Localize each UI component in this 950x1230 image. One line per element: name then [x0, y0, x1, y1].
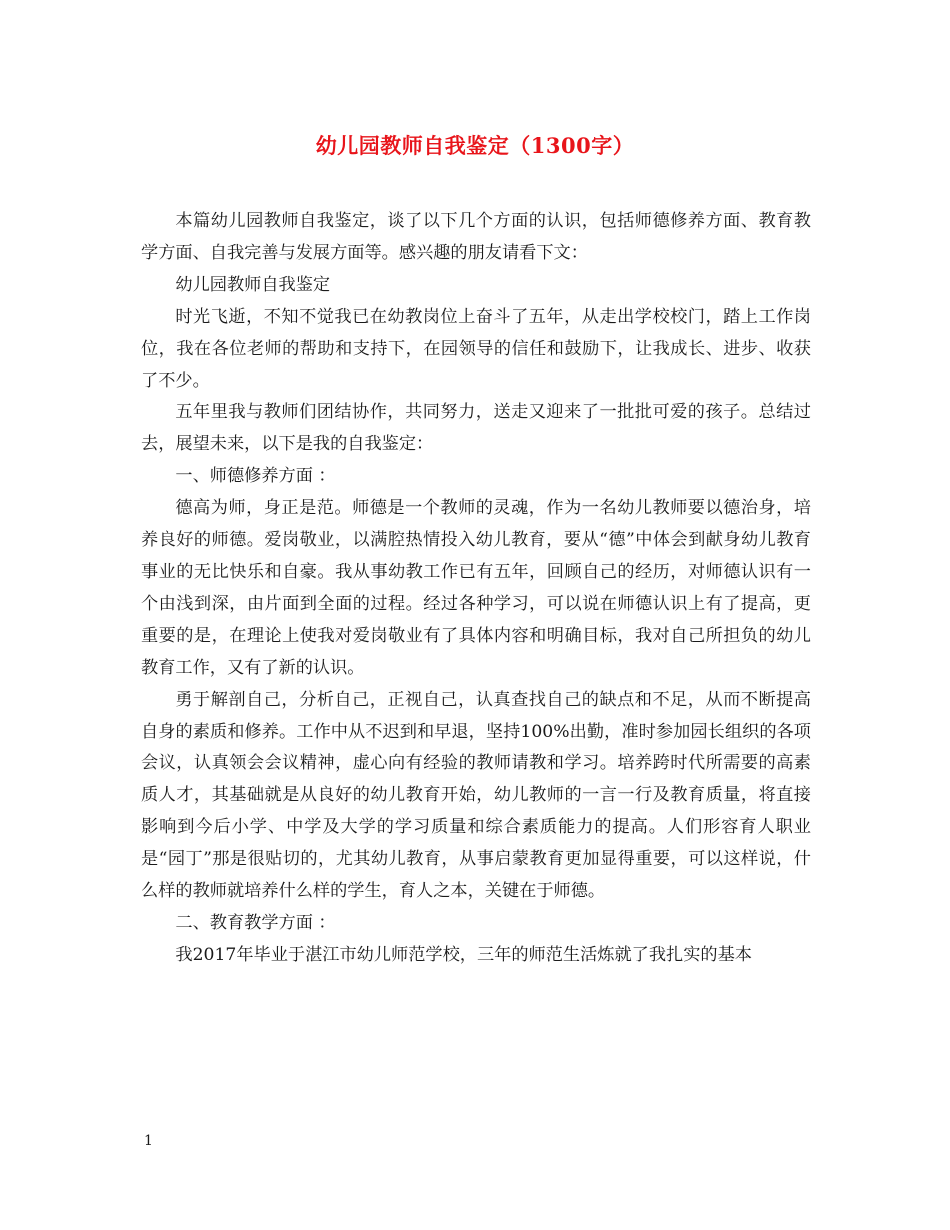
paragraph-self-analysis: 勇于解剖自己，分析自己，正视自己，认真查找自己的缺点和不足，从而不断提高自身的素质和修养。工作中从不迟到和早退，坚持100%出勤，准时参加园长组织的各项会议，认真领会会议精神，虚心向有经验的教师请教和学习。培养跨时代所需要的高素质人才，其基础就是从良好的幼儿教育开始，幼儿教师的一言一行及教育质量，将直接影响到今后小学、中学及大学的学习质量和综合素质能力的提高。人们形容育人职业是“园丁”那是很贴切的，尤其幼儿教育，从事启蒙教育更加显得重要，可以这样说，什么样的教师就培养什么样的学生，育人之本，关键在于师德。	[141, 689, 811, 902]
page-number: 1	[144, 1133, 153, 1149]
paragraph-teaching: 我2017年毕业于湛江市幼儿师范学校，三年的师范生活炼就了我扎实的基本	[175, 944, 752, 965]
document-body	[141, 206, 811, 972]
paragraph-intro: 本篇幼儿园教师自我鉴定，谈了以下几个方面的认识，包括师德修养方面、教育教学方面、自我完善与发展方面等。感兴趣的朋友请看下文：	[141, 211, 811, 263]
document-title: 幼儿园教师自我鉴定（1300字）	[315, 133, 635, 158]
section-heading-teaching: 二、教育教学方面 ：	[175, 912, 336, 933]
paragraph-ethics: 德高为师，身正是范。师德是一个教师的灵魂，作为一名幼儿教师要以德治身，培养良好的师德。爱岗敬业，以满腔热情投入幼儿教育，要从“德”中体会到献身幼儿教育事业的无比快乐和自豪。我从事幼教工作已有五年，回顾自己的经历，对师德认识有一个由浅到深，由片面到全面的过程。经过各种学习，可以说在师德认识上有了提高，更重要的是，在理论上使我对爱岗敬业有了具体内容和明确目标，我对自己所担负的幼儿教育工作，又有了新的认识。	[141, 498, 811, 678]
paragraph-five-years: 五年里我与教师们团结协作，共同努力，送走又迎来了一批批可爱的孩子。总结过去，展望未来，以下是我的自我鉴定：	[141, 402, 811, 455]
paragraph-time-flies: 时光飞逝，不知不觉我已在幼教岗位上奋斗了五年，从走出学校校门，踏上工作岗位，我在各位老师的帮助和支持下，在园领导的信任和鼓励下，让我成长、进步、收获了不少。	[141, 306, 811, 391]
paragraph-subtitle: 幼儿园教师自我鉴定	[175, 274, 331, 295]
section-heading-ethics: 一、师德修养方面 ：	[175, 466, 336, 487]
